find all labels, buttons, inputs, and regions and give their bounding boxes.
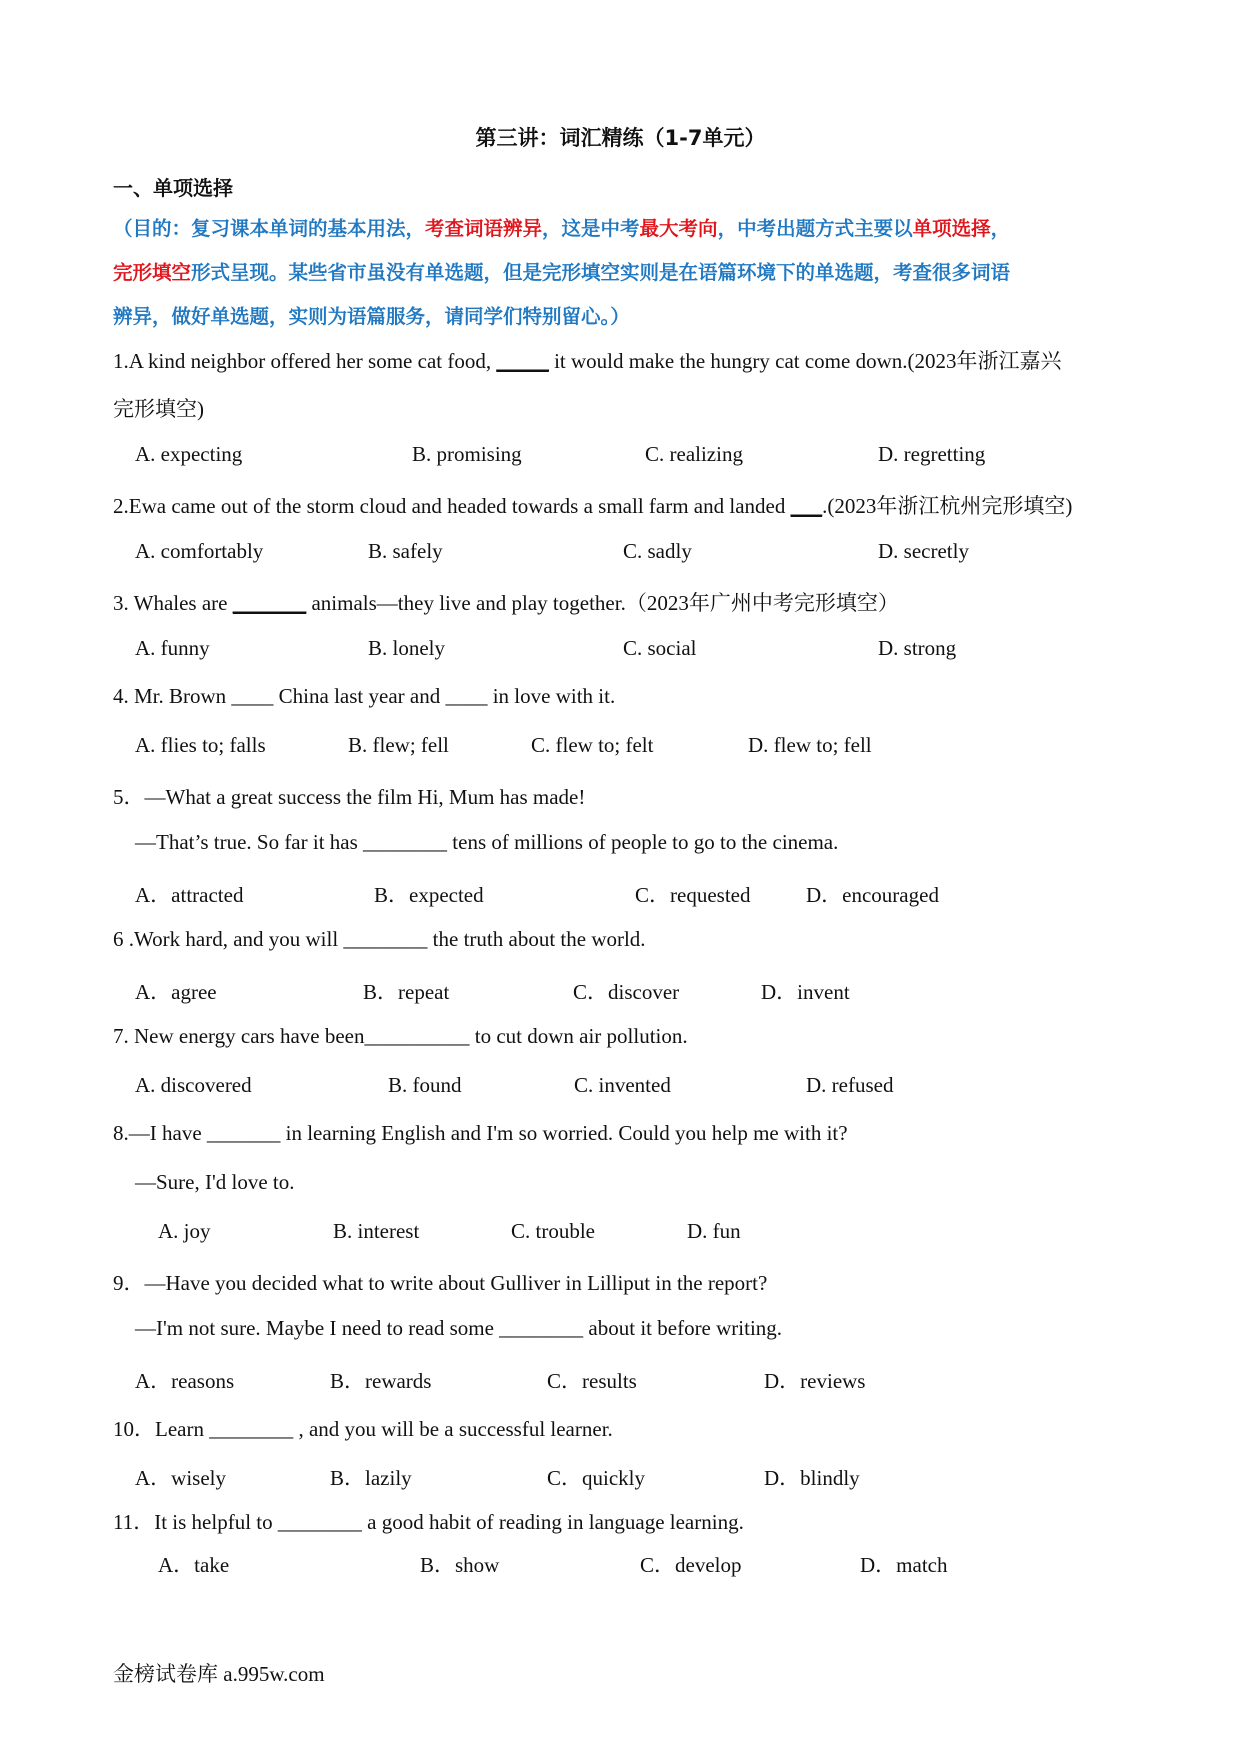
option-b[interactable]: B. lonely (368, 636, 445, 660)
option-b[interactable]: B. flew; fell (348, 733, 449, 757)
question-9-reply: —I'm not sure. Maybe I need to read some ________ about it before writing. (135, 1316, 783, 1340)
option-a[interactable]: A．attracted (135, 883, 244, 907)
purpose-line-3: 辨异，做好单选题，实则为语篇服务，请同学们特别留心。） (113, 305, 630, 328)
option-c[interactable]: C. sadly (623, 539, 692, 563)
option-c[interactable]: C．develop (640, 1553, 742, 1577)
option-a[interactable]: A. expecting (135, 442, 243, 466)
option-d[interactable]: D．reviews (764, 1369, 866, 1393)
option-c[interactable]: C．requested (635, 883, 751, 907)
option-b[interactable]: B. found (388, 1073, 462, 1097)
option-a[interactable]: A．wisely (135, 1466, 226, 1490)
option-b[interactable]: B．repeat (363, 980, 450, 1004)
purpose-line-1: （目的：复习课本单词的基本用法，考查词语辨异，这是中考最大考向，中考出题方式主要以单项选择， (113, 217, 1011, 240)
option-d[interactable]: D．invent (761, 980, 850, 1004)
section-heading: 一、单项选择 (113, 176, 233, 200)
option-b[interactable]: B．rewards (330, 1369, 432, 1393)
option-c[interactable]: C．discover (573, 980, 680, 1004)
question-8: 8.—I have _______ in learning English and I'm so worried. Could you help me with it? (113, 1121, 848, 1145)
option-d[interactable]: D. refused (806, 1073, 894, 1097)
option-c[interactable]: C. trouble (511, 1219, 595, 1243)
option-d[interactable]: D. regretting (878, 442, 986, 466)
option-a[interactable]: A. discovered (135, 1073, 252, 1097)
page-title: 第三讲：词汇精练（1-7单元） (475, 126, 766, 150)
purpose-line-2: 完形填空形式呈现。某些省市虽没有单选题，但是完形填空实则是在语篇环境下的单选题，考查很多词语 (113, 261, 1011, 284)
question-1-continued: 完形填空) (113, 397, 204, 421)
question-9: 9．—Have you decided what to write about Gulliver in Lilliput in the report? (113, 1271, 768, 1295)
option-d[interactable]: D．encouraged (806, 883, 939, 907)
question-3: 3. Whales are _______ animals—they live and play together.（2023年广州中考完形填空） (113, 591, 899, 615)
option-a[interactable]: A．take (158, 1553, 230, 1577)
question-7: 7. New energy cars have been__________ to cut down air pollution. (113, 1024, 688, 1048)
option-a[interactable]: A．agree (135, 980, 217, 1004)
option-a[interactable]: A. funny (135, 636, 210, 660)
option-d[interactable]: D. secretly (878, 539, 969, 563)
question-5-reply: —That’s true. So far it has ________ tens of millions of people to go to the cinema. (135, 830, 839, 854)
option-c[interactable]: C. flew to; felt (531, 733, 654, 757)
option-a[interactable]: A. comfortably (135, 539, 264, 563)
option-d[interactable]: D．blindly (764, 1466, 860, 1490)
question-1: 1.A kind neighbor offered her some cat food, _____ it would make the hungry cat come down.(2023年浙江嘉兴 (113, 349, 1062, 373)
option-b[interactable]: B. interest (333, 1219, 420, 1243)
option-a[interactable]: A. joy (158, 1219, 211, 1243)
option-b[interactable]: B. promising (412, 442, 522, 466)
option-d[interactable]: D．match (860, 1553, 948, 1577)
question-4: 4. Mr. Brown ____ China last year and ____ in love with it. (113, 684, 616, 708)
option-d[interactable]: D. strong (878, 636, 957, 660)
question-8-reply: —Sure, I'd love to. (135, 1170, 295, 1194)
footer-watermark: 金榜试卷库 a.995w.com (113, 1662, 325, 1686)
option-b[interactable]: B. safely (368, 539, 443, 563)
option-b[interactable]: B．lazily (330, 1466, 412, 1490)
question-11: 11．It is helpful to ________ a good habit of reading in language learning. (113, 1510, 744, 1534)
option-a[interactable]: A. flies to; falls (135, 733, 266, 757)
option-c[interactable]: C. realizing (645, 442, 743, 466)
question-6: 6 .Work hard, and you will ________ the truth about the world. (113, 927, 646, 951)
option-c[interactable]: C. invented (574, 1073, 671, 1097)
option-d[interactable]: D. flew to; fell (748, 733, 872, 757)
option-c[interactable]: C．quickly (547, 1466, 645, 1490)
question-2: 2.Ewa came out of the storm cloud and headed towards a small farm and landed ___.(2023年浙江杭州完形填空) (113, 494, 1073, 518)
option-a[interactable]: A．reasons (135, 1369, 235, 1393)
option-c[interactable]: C. social (623, 636, 697, 660)
option-c[interactable]: C．results (547, 1369, 637, 1393)
option-b[interactable]: B．expected (374, 883, 484, 907)
question-10: 10．Learn ________ , and you will be a successful learner. (113, 1417, 613, 1441)
option-d[interactable]: D. fun (687, 1219, 741, 1243)
option-b[interactable]: B．show (420, 1553, 500, 1577)
question-5: 5．—What a great success the film Hi, Mum has made! (113, 785, 586, 809)
